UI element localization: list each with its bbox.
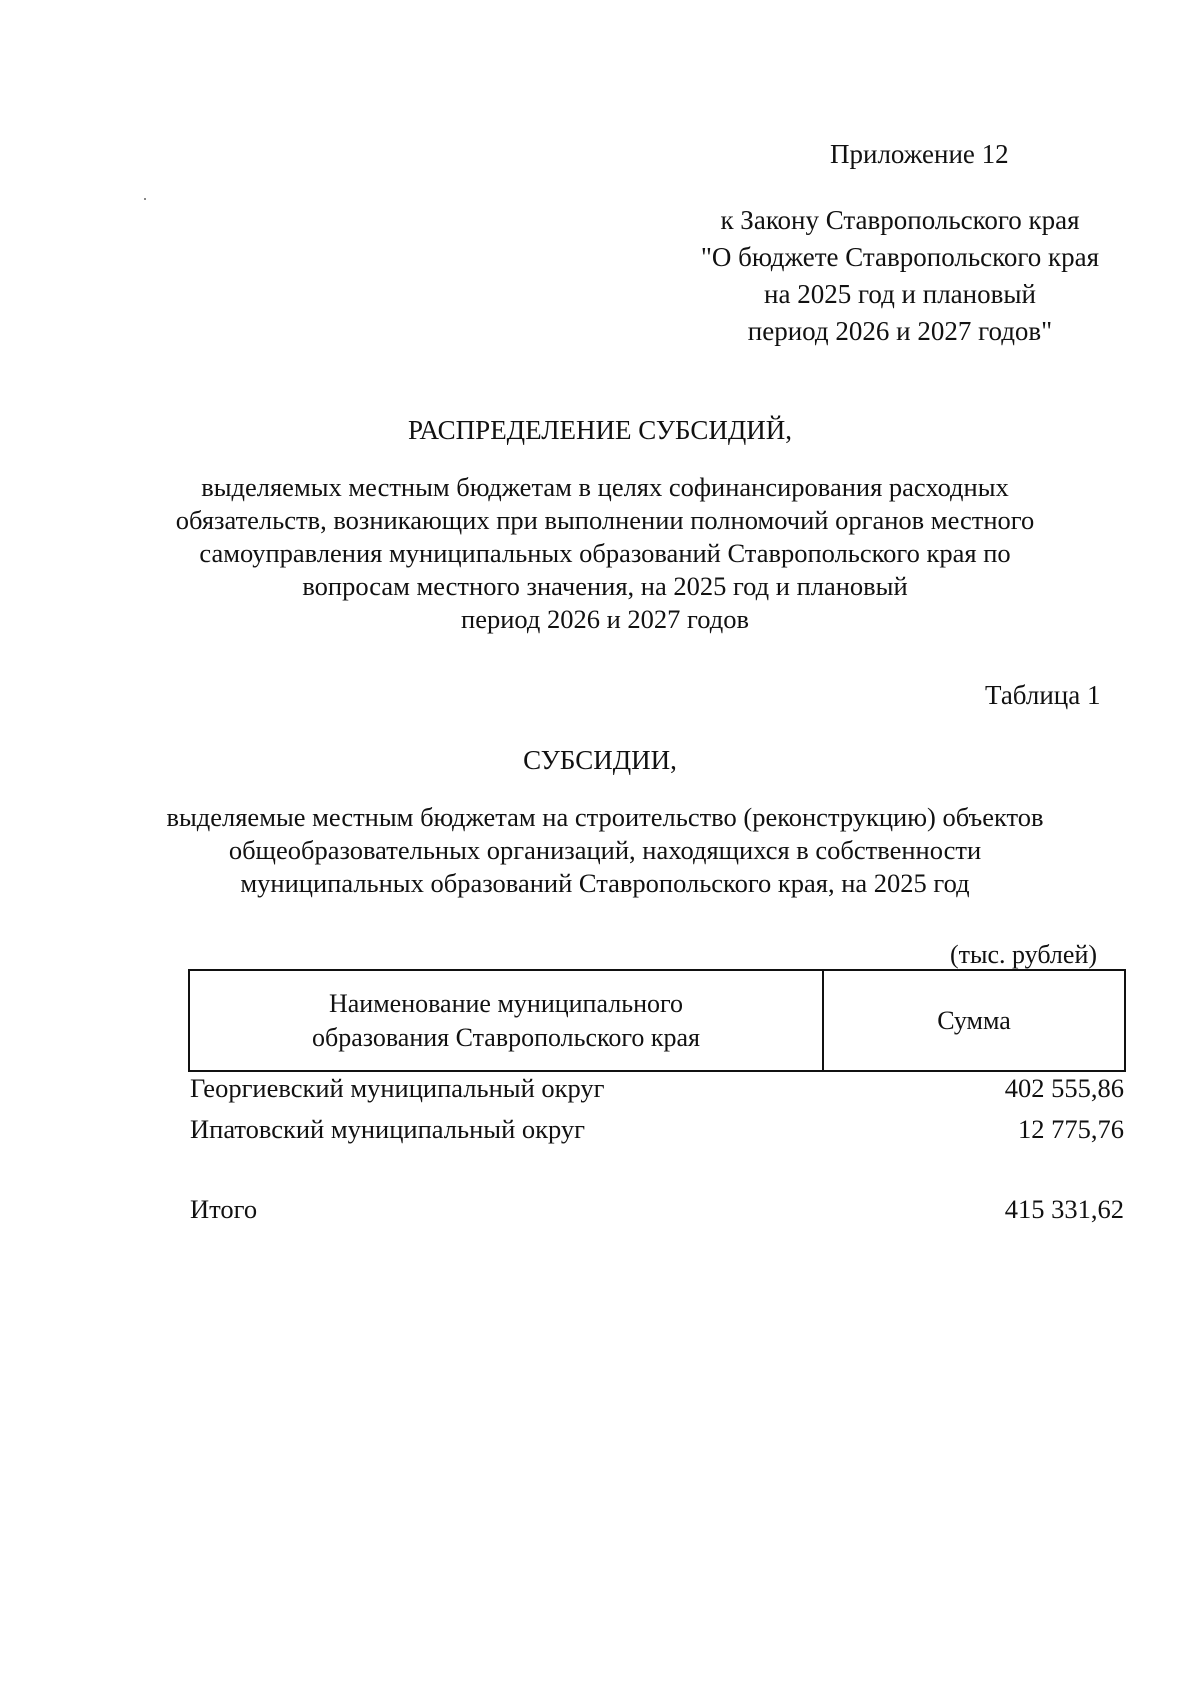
section-subtitle-line: самоуправления муниципальных образований Ставропольского края по [199, 538, 1011, 568]
column-header-name-line: Наименование муниципального [328, 988, 684, 1018]
section-subtitle-line: вопросам местного значения, на 2025 год и плановый [302, 571, 908, 601]
total-sum: 415 331,62 [1004, 1194, 1124, 1224]
table-subtitle [150, 801, 1060, 900]
row-sum: 402 555,86 [1004, 1073, 1124, 1103]
table-label: Таблица 1 [985, 680, 1101, 710]
section-subtitle-line: выделяемых местным бюджетам в целях софинансирования расходных [201, 472, 1009, 502]
table-header [188, 969, 1126, 1072]
appendix-number: Приложение 12 [830, 139, 1009, 169]
law-reference-line: период 2026 и 2027 годов" [747, 316, 1053, 346]
table-subtitle-line: общеобразовательных организаций, находящихся в собственности [228, 835, 982, 865]
table-row [190, 1114, 1124, 1145]
table-total-row [190, 1194, 1124, 1225]
section-subtitle-line: период 2026 и 2027 годов [461, 604, 749, 634]
row-name: Ипатовский муниципальный округ [190, 1114, 586, 1144]
law-reference-line: на 2025 год и плановый [764, 279, 1036, 309]
row-name: Георгиевский муниципальный округ [190, 1073, 605, 1103]
units-note: (тыс. рублей) [950, 940, 1098, 969]
column-header-name-line: образования Ставропольского края [311, 1022, 701, 1052]
law-reference-line: "О бюджете Ставропольского края [700, 242, 1100, 272]
table-row [190, 1073, 1124, 1104]
section-subtitle-line: обязательств, возникающих при выполнении полномочий органов местного [175, 505, 1035, 535]
section-title: РАСПРЕДЕЛЕНИЕ СУБСИДИЙ, [407, 415, 793, 445]
table-subtitle-line: муниципальных образований Ставропольского края, на 2025 год [240, 868, 970, 898]
law-reference [660, 202, 1140, 350]
law-reference-line: к Закону Ставропольского края [720, 205, 1080, 235]
column-header-sum: Сумма [937, 1005, 1011, 1035]
table-subtitle-line: выделяемые местным бюджетам на строительство (реконструкцию) объектов [166, 802, 1044, 832]
section-subtitle [150, 471, 1060, 636]
total-label: Итого [190, 1194, 258, 1224]
column-header-name [190, 971, 824, 1070]
table-title: СУБСИДИИ, [523, 745, 677, 775]
scan-artifact [144, 198, 146, 200]
row-sum: 12 775,76 [1018, 1114, 1124, 1144]
